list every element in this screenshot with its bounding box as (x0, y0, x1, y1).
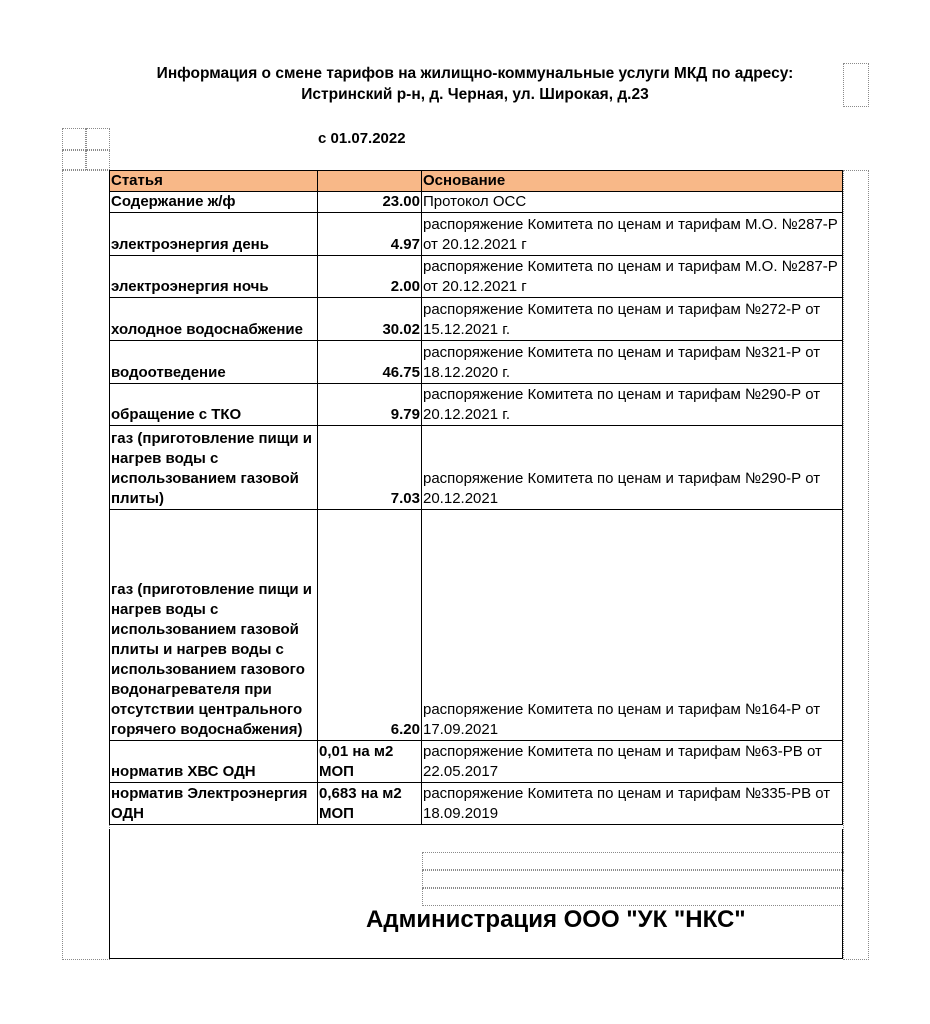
row-value: 0,683 на м2 МОП (318, 783, 422, 825)
row-value: 2.00 (318, 256, 422, 298)
row-value: 46.75 (318, 341, 422, 384)
row-basis: распоряжение Комитета по ценам и тарифам №335-РВ от 18.09.2019 (422, 783, 843, 825)
row-item: электроэнергия день (110, 213, 318, 256)
row-item: норматив ХВС ОДН (110, 741, 318, 783)
row-basis: распоряжение Комитета по ценам и тарифам №272-Р от 15.12.2021 г. (422, 298, 843, 341)
document-title (100, 63, 850, 105)
grid-cell (86, 128, 110, 150)
grid-cell (62, 128, 86, 150)
footer-frame (109, 829, 843, 959)
row-item: холодное водоснабжение (110, 298, 318, 341)
row-item: Содержание ж/ф (110, 192, 318, 213)
signature-line: Администрация ООО "УК "НКС" (366, 906, 746, 933)
table-row (110, 783, 843, 825)
table-row (110, 384, 843, 426)
table-row (110, 213, 843, 256)
row-basis: распоряжение Комитета по ценам и тарифам №164-Р от 17.09.2021 (422, 510, 843, 741)
column-header-basis: Основание (422, 171, 843, 192)
row-item: обращение с ТКО (110, 384, 318, 426)
row-basis: распоряжение Комитета по ценам и тарифам М.О. №287-Р от 20.12.2021 г (422, 213, 843, 256)
table-row (110, 298, 843, 341)
row-value: 23.00 (318, 192, 422, 213)
left-grid-column (62, 170, 110, 960)
tariff-table (109, 170, 843, 825)
table-row (110, 256, 843, 298)
table-row (110, 426, 843, 510)
grid-cell (843, 63, 869, 107)
row-item: газ (приготовление пищи и нагрев воды с использованием газовой плиты) (110, 426, 318, 510)
table-row (110, 510, 843, 741)
table-row (110, 192, 843, 213)
row-basis: распоряжение Комитета по ценам и тарифам №63-РВ от 22.05.2017 (422, 741, 843, 783)
row-item: электроэнергия ночь (110, 256, 318, 298)
row-value: 30.02 (318, 298, 422, 341)
effective-date: с 01.07.2022 (318, 130, 406, 147)
row-item: водоотведение (110, 341, 318, 384)
grid-cell (86, 150, 110, 170)
row-basis: распоряжение Комитета по ценам и тарифам №321-Р от 18.12.2020 г. (422, 341, 843, 384)
row-item: норматив Электроэнергия ОДН (110, 783, 318, 825)
row-basis: распоряжение Комитета по ценам и тарифам М.О. №287-Р от 20.12.2021 г (422, 256, 843, 298)
column-header-value (318, 171, 422, 192)
table-row (110, 741, 843, 783)
row-value: 0,01 на м2 МОП (318, 741, 422, 783)
grid-cell (62, 150, 86, 170)
row-value: 9.79 (318, 384, 422, 426)
row-basis: Протокол ОСС (422, 192, 843, 213)
row-value: 7.03 (318, 426, 422, 510)
column-header-item: Статья (110, 171, 318, 192)
row-value: 6.20 (318, 510, 422, 741)
table-row (110, 341, 843, 384)
title-line-1: Информация о смене тарифов на жилищно-коммунальные услуги МКД по адресу: (156, 65, 794, 82)
row-basis: распоряжение Комитета по ценам и тарифам №290-Р от 20.12.2021 г. (422, 384, 843, 426)
row-value: 4.97 (318, 213, 422, 256)
row-basis: распоряжение Комитета по ценам и тарифам №290-Р от 20.12.2021 (422, 426, 843, 510)
title-line-2: Истринский р-н, д. Черная, ул. Широкая, д.23 (301, 86, 649, 103)
table-header-row (110, 171, 843, 192)
right-grid-column (843, 170, 869, 960)
row-item: газ (приготовление пищи и нагрев воды с использованием газовой плиты и нагрев воды с использованием газового водонагревателя при отсутствии центрального горячего водоснабжения) (110, 510, 318, 741)
